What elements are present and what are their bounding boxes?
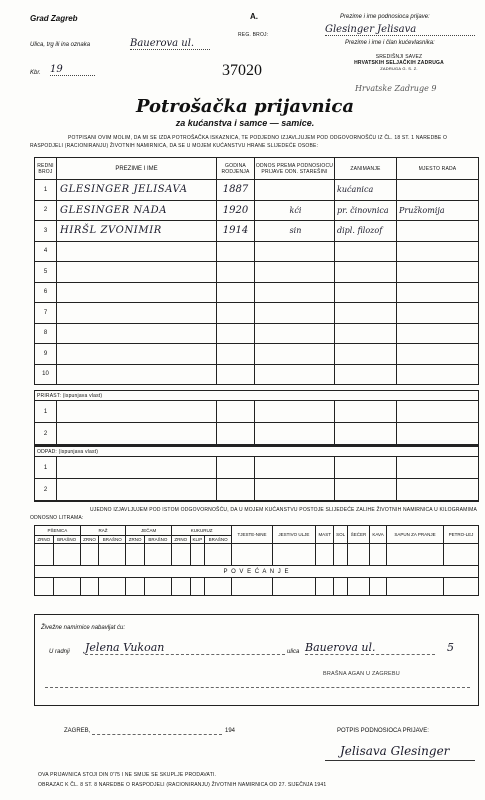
col-workplace: MJESTO RADA — [397, 158, 479, 180]
member-relation — [255, 364, 335, 385]
member-occupation: kućanica — [335, 180, 397, 201]
stock-value-cell — [347, 578, 369, 596]
shop-street-value: Bauerova ul. — [305, 641, 435, 655]
cooperative-stamp — [335, 54, 463, 71]
stock-value-cell — [386, 544, 443, 566]
member-year — [217, 241, 255, 262]
shop-street-label: ulica — [287, 649, 300, 655]
member-workplace — [397, 180, 479, 201]
stock-value-cell — [444, 578, 479, 596]
row-number: 10 — [35, 364, 57, 385]
table-row — [35, 323, 479, 344]
increase-label: P O V E Ć A N J E — [35, 566, 479, 578]
stock-value-cell — [232, 578, 273, 596]
member-year — [217, 323, 255, 344]
member-name — [57, 344, 217, 365]
arrival-row-1: 1 — [35, 401, 57, 423]
member-year: 1920 — [217, 200, 255, 221]
row-number: 8 — [35, 323, 57, 344]
member-occupation: dipl. filozof — [335, 221, 397, 242]
table-row — [35, 344, 479, 365]
member-relation — [255, 344, 335, 365]
stock-group-header: TJESTE-NINE — [232, 526, 273, 544]
stock-value-cell — [144, 544, 171, 566]
member-occupation — [335, 282, 397, 303]
street-label: Ulica, trg ili ina oznaka — [30, 42, 91, 48]
stock-value-cell — [232, 544, 273, 566]
member-relation — [255, 303, 335, 324]
stock-sub-header: ZRNO — [171, 536, 190, 544]
city-label: Grad Zagreb — [30, 14, 78, 23]
member-year — [217, 262, 255, 283]
stock-value-cell — [370, 544, 387, 566]
stock-value-cell — [334, 578, 348, 596]
stock-group-header: KUKURUZ — [171, 526, 231, 536]
member-occupation — [335, 323, 397, 344]
member-relation — [255, 282, 335, 303]
col-no: REDNI BROJ — [35, 158, 57, 180]
stock-group-header: ŠEĆER — [347, 526, 369, 544]
row-number: 7 — [35, 303, 57, 324]
submitter-value: Glesinger Jelisava — [325, 24, 475, 36]
stock-value-cell — [190, 578, 205, 596]
row-number: 2 — [35, 200, 57, 221]
page-title: Potrošačka prijavnica — [135, 96, 355, 117]
member-name: GLESINGER NADA — [57, 200, 217, 221]
member-name — [57, 241, 217, 262]
table-row — [35, 303, 479, 324]
member-name — [57, 282, 217, 303]
member-workplace — [397, 323, 479, 344]
table-row — [35, 262, 479, 283]
stock-sub-header: ZRNO — [35, 536, 54, 544]
stock-value-cell — [334, 544, 348, 566]
stamp-handwriting: Hrvatske Zadruge 9 — [355, 84, 437, 93]
row-number: 6 — [35, 282, 57, 303]
footer-date-line — [92, 734, 222, 735]
member-workplace — [397, 241, 479, 262]
stock-value-cell — [205, 544, 232, 566]
stock-value-cell — [370, 578, 387, 596]
member-year — [217, 344, 255, 365]
members-table — [34, 157, 479, 385]
signature-line — [325, 760, 475, 761]
member-name — [57, 323, 217, 344]
stock-value-cell — [126, 544, 145, 566]
member-name: GLESINGER JELISAVA — [57, 180, 217, 201]
member-workplace — [397, 364, 479, 385]
reg-label: REG. BROJ: — [238, 32, 269, 38]
shop-stamp: BRAŠNA AGAN U ZAGREBU — [323, 671, 400, 677]
member-name — [57, 364, 217, 385]
footer-place: ZAGREB, — [64, 728, 91, 734]
stock-value-cell — [144, 578, 171, 596]
member-name — [57, 262, 217, 283]
kbr-label: Kbr. — [30, 70, 41, 76]
footer-note-1: OVA PRIJAVNICA STOJI DIN 0'75 I NE SMIJE SE SKUPLJE PRODAVATI. — [38, 772, 217, 778]
member-year: 1914 — [217, 221, 255, 242]
member-relation — [255, 180, 335, 201]
stock-value-cell — [190, 544, 205, 566]
stock-group-header: JEČAM — [126, 526, 172, 536]
stock-sub-header: BRAŠNO — [144, 536, 171, 544]
member-occupation — [335, 303, 397, 324]
member-name — [57, 303, 217, 324]
member-workplace — [397, 262, 479, 283]
stamp-line-2: HRVATSKIH SELJAČKIH ZADRUGA — [354, 60, 444, 66]
stock-value-cell — [316, 544, 334, 566]
stock-value-cell — [347, 544, 369, 566]
member-relation — [255, 262, 335, 283]
member-name: HIRŠL ZVONIMIR — [57, 221, 217, 242]
row-number: 4 — [35, 241, 57, 262]
stock-value-cell — [171, 578, 190, 596]
stock-table — [34, 525, 479, 596]
stock-intro: UJEDNO IZJAVLJUJEM POD ISTOM ODGOVORNOŠĆU, DA U MOJEM KUĆANSTVU POSTOJE SLIJEDEĆE ZALIHE ŽIVOTNIH NAMIRNICA U KILOGRAMIMA ODNOSNO LITRAMA: — [30, 507, 477, 521]
shop-street-no: 5 — [447, 641, 454, 654]
member-year — [217, 282, 255, 303]
member-occupation — [335, 241, 397, 262]
table-row — [35, 282, 479, 303]
member-relation: sin — [255, 221, 335, 242]
series-letter: A. — [250, 12, 258, 21]
stock-value-cell — [53, 578, 80, 596]
stock-group-header: KAVA — [370, 526, 387, 544]
col-relation: ODNOS PREMA PODNOSIOCU PRIJAVE ODN. STAREŠINI — [255, 158, 335, 180]
table-row — [35, 180, 479, 201]
stock-value-cell — [80, 544, 99, 566]
stock-sub-header: ZRNO — [126, 536, 145, 544]
stock-value-cell — [53, 544, 80, 566]
row-number: 9 — [35, 344, 57, 365]
member-workplace: Pružkomija — [397, 200, 479, 221]
arrival-table — [34, 400, 479, 446]
submitter-label: Prezime i ime podnosioca prijave: — [340, 14, 430, 20]
shop-in-label: U radnji — [49, 649, 70, 655]
stock-group-header: SOL — [334, 526, 348, 544]
member-year: 1887 — [217, 180, 255, 201]
intro-text: POTPISANI OVIM MOLIM, DA MI SE IZDA POTROŠAČKA ISKAZNICA, TE PODJEDNO IZJAVLJUJEM POD ODGOVORNOŠĆU IZ ČL. 18 ST. 1 NAREDBE O RASPODJELI (RACIONIRANJU) ŽIVOTNIH NAMIRNICA, DA SE U MOJEM KUĆANSTVU HRANE SLIJEDEĆE OSOBE: — [30, 135, 448, 149]
member-occupation — [335, 364, 397, 385]
kbr-value: 19 — [50, 64, 95, 76]
arrival-label: PRIRAST: (ispunjava vlast) — [37, 393, 103, 399]
member-workplace — [397, 344, 479, 365]
departure-row-2: 2 — [35, 479, 57, 502]
stock-value-cell — [171, 544, 190, 566]
table-row — [35, 364, 479, 385]
stock-group-header: MAST — [316, 526, 334, 544]
stock-value-cell — [35, 578, 54, 596]
col-occupation: ZANIMANJE — [335, 158, 397, 180]
stock-group-header: RAŽ — [80, 526, 126, 536]
table-row — [35, 200, 479, 221]
departure-row-1: 1 — [35, 457, 57, 479]
departure-table — [34, 456, 479, 502]
table-row — [35, 241, 479, 262]
stock-value-cell — [99, 578, 126, 596]
stock-value-cell — [35, 544, 54, 566]
stock-group-header: PŠENICA — [35, 526, 81, 536]
stock-value-cell — [126, 578, 145, 596]
footer-year: 194 — [225, 728, 236, 734]
stock-sub-header: BRAŠNO — [53, 536, 80, 544]
departure-label: ODPAD: (ispunjava vlast) — [37, 449, 99, 455]
signature: Jelisava Glesinger — [340, 744, 450, 758]
member-year — [217, 303, 255, 324]
stock-group-header: SAPUN ZA PRANJE — [386, 526, 443, 544]
form-number: 37020 — [222, 62, 262, 79]
footer-note-2: OBRAZAC K ČL. 8 ST. 8 NAREDBE O RASPODJELI (RACIONIRANJU) ŽIVOTNIH NAMIRNICA OD 27. SIJEČNJA 1941 — [38, 782, 327, 788]
member-workplace — [397, 282, 479, 303]
stock-sub-header: BRAŠNO — [99, 536, 126, 544]
member-relation: kći — [255, 200, 335, 221]
stock-group-header: JESTIVO ULJE — [272, 526, 315, 544]
col-year: GODINA RODJENJA — [217, 158, 255, 180]
stock-value-cell — [316, 578, 334, 596]
shop-section — [34, 614, 479, 706]
stock-value-cell — [386, 578, 443, 596]
stock-value-cell — [99, 544, 126, 566]
street-value: Bauerova ul. — [130, 38, 210, 50]
page-subtitle: za kućanstva i samce — samice. — [175, 118, 315, 128]
shop-value: Jelena Vukoan — [85, 641, 285, 655]
member-label: Prezime i ime i član kućevlasnika: — [345, 40, 435, 46]
member-occupation: pr. činovnica — [335, 200, 397, 221]
member-occupation — [335, 262, 397, 283]
member-workplace — [397, 221, 479, 242]
row-number: 5 — [35, 262, 57, 283]
departure-section — [34, 446, 479, 501]
shop-blank-line — [45, 687, 470, 688]
stock-value-cell — [272, 578, 315, 596]
col-name: PREZIME I IME — [57, 158, 217, 180]
stock-value-cell — [272, 544, 315, 566]
row-number: 3 — [35, 221, 57, 242]
arrival-section — [34, 390, 479, 445]
row-number: 1 — [35, 180, 57, 201]
arrival-row-2: 2 — [35, 423, 57, 446]
member-relation — [255, 323, 335, 344]
stamp-line-3: ZADRUGA G. S. Z. — [380, 66, 418, 71]
stock-value-cell — [205, 578, 232, 596]
member-year — [217, 364, 255, 385]
stock-sub-header: KLIP — [190, 536, 205, 544]
stamp-line-1: SREDIŠNJI SAVEZ — [375, 54, 423, 60]
signature-label: POTPIS PODNOSIOCA PRIJAVE: — [337, 728, 429, 734]
stock-sub-header: BRAŠNO — [205, 536, 232, 544]
stock-value-cell — [444, 544, 479, 566]
member-workplace — [397, 303, 479, 324]
stock-group-header: PETRO-LEJ — [444, 526, 479, 544]
table-row — [35, 221, 479, 242]
member-relation — [255, 241, 335, 262]
stock-sub-header: ZRNO — [80, 536, 99, 544]
member-occupation — [335, 344, 397, 365]
stock-value-cell — [80, 578, 99, 596]
shop-label: Živežne namirnice nabavljat ću: — [41, 625, 126, 631]
